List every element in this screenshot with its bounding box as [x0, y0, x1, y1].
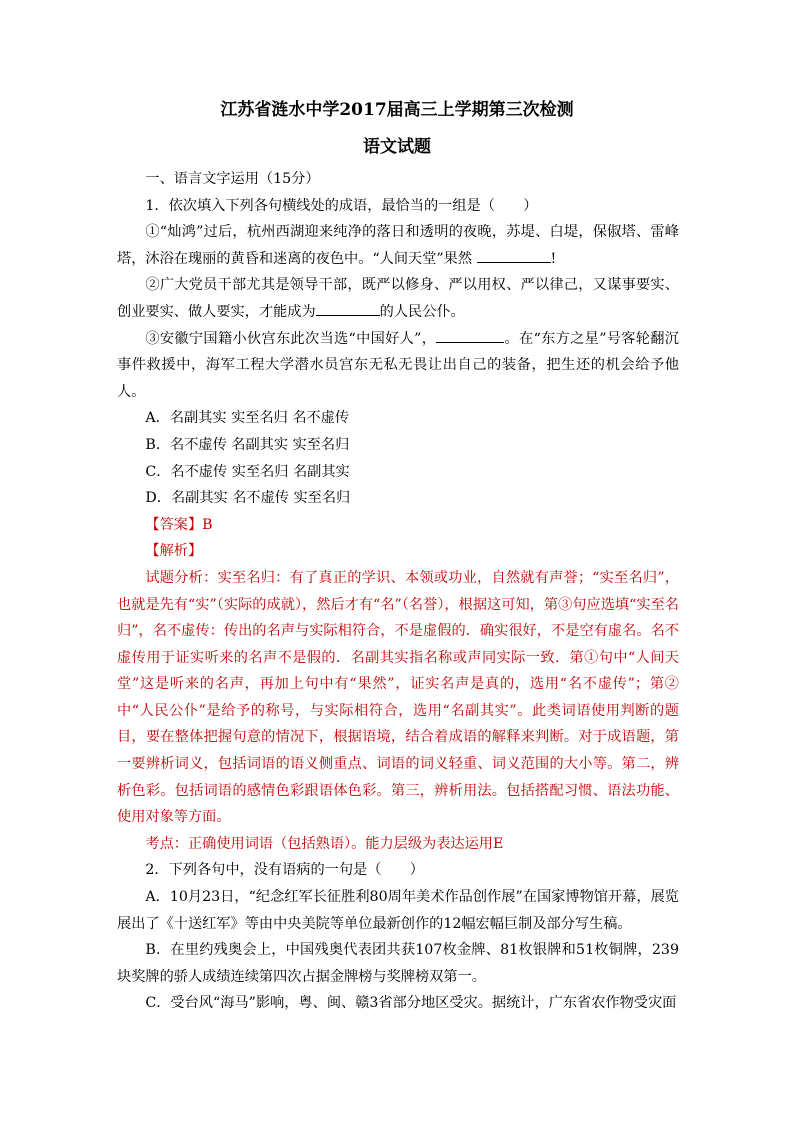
document-subtitle: 语文试题	[363, 137, 431, 157]
question-1-sentence-2	[117, 272, 679, 325]
question-1-sentence-3	[117, 326, 679, 406]
fill-blank-1	[477, 247, 551, 263]
question-1-kaodian: 考点：正确使用词语（包括熟语）。能力层级为表达运用E	[145, 835, 504, 852]
fill-blank-2	[316, 300, 380, 316]
sentence-1-end: !	[550, 250, 557, 267]
question-1-analysis: 试题分析：实至名归：有了真正的学识、本领或功业，自然就有声誉；“实至名归”，也就是先有“实”（实际的成就），然后才有“名”（名誉），根据这可知，第③句应选填“实至名归”，名不虚传：传出的名声与实际相符合，不是虚假的．确实很好，不是空有虚名。名不虚传用于证实听来的名声不是假的．名副其实指名称或声同实际一致．第①句中“人间天堂”这是听来的名声，再加上句中有“果然”，证实名声是真的，选用“名不虚传”；第②中“人民公仆”是给予的称号，与实际相符合，选用“名副其实”。此类词语使用判断的题目，要在整体把握句意的情况下，根据语境，结合着成语的解释来判断。对于成语题，第一要辨析词义，包括词语的语义侧重点、词语的词义轻重、词义范围的大小等。第二，辨析色彩。包括词语的感情色彩跟语体色彩。第三，辨析用法。包括搭配习惯、语法功能、使用对象等方面。	[117, 569, 679, 826]
document-body	[117, 166, 679, 1017]
question-1-option-b: B．名不虚传 名副其实 实至名归	[145, 436, 350, 453]
question-1-answer: 【答案】B	[145, 516, 213, 533]
question-1-sentence-1	[117, 219, 679, 272]
section-heading: 一、语言文字运用（15分）	[145, 171, 320, 187]
question-2-option-b: B．在里约残奥会上，中国残奥代表团共获107枚金牌、81枚银牌和51枚铜牌，239块奖牌的骄人成绩连续第四次占据金牌榜与奖牌榜双第一。	[117, 942, 679, 985]
question-2-option-c: C．受台风“海马”影响，粤、闽、赣3省部分地区受灾。据统计，广东省农作物受灾面	[145, 995, 677, 1012]
question-1-option-d: D．名副其实 名不虚传 实至名归	[145, 490, 351, 507]
question-1-option-a: A．名副其实 实至名归 名不虚传	[145, 410, 350, 427]
document-title: 江苏省涟水中学2017届高三上学期第三次检测	[220, 100, 574, 120]
question-2-option-a: A．10月23日，“纪念红军长征胜利80周年美术作品创作展”在国家博物馆开幕，展览展出了《十送红军》等由中央美院等单位最新创作的12幅宏幅巨制及部分写生稿。	[117, 889, 679, 932]
fill-blank-3	[436, 327, 504, 343]
sentence-1-text: ①“灿鸿”过后，杭州西湖迎来纯净的落日和透明的夜晚，苏堤、白堤，保俶塔、雷峰塔，沐浴在瑰丽的黄昏和迷离的夜色中。“人间天堂”果然	[117, 224, 679, 267]
sentence-3-text-b: 。在“东方之星”号客轮翻沉事件救援中，海军工程大学潜水员宫东无私无畏让出自己的装备，把生还的机会给予他人。	[117, 330, 679, 400]
question-1-stem: 1．依次填入下列各句横线处的成语，最恰当的一组是（ ）	[145, 197, 538, 214]
sentence-2-text-a: ②广大党员干部尤其是领导干部，既严以修身、严以用权、严以律己，又谋事要实、创业要实、做人要实，才能成为	[117, 277, 679, 320]
sentence-3-text-a: ③安徽宁国籍小伙宫东此次当选“中国好人”，	[145, 330, 437, 347]
sentence-2-text-b: 的人民公仆。	[379, 303, 465, 320]
question-1-analysis-label: 【解析】	[145, 543, 203, 560]
question-1-option-c: C．名不虚传 实至名归 名副其实	[145, 463, 350, 480]
question-2-stem: 2．下列各句中，没有语病的一句是（ ）	[145, 862, 424, 879]
